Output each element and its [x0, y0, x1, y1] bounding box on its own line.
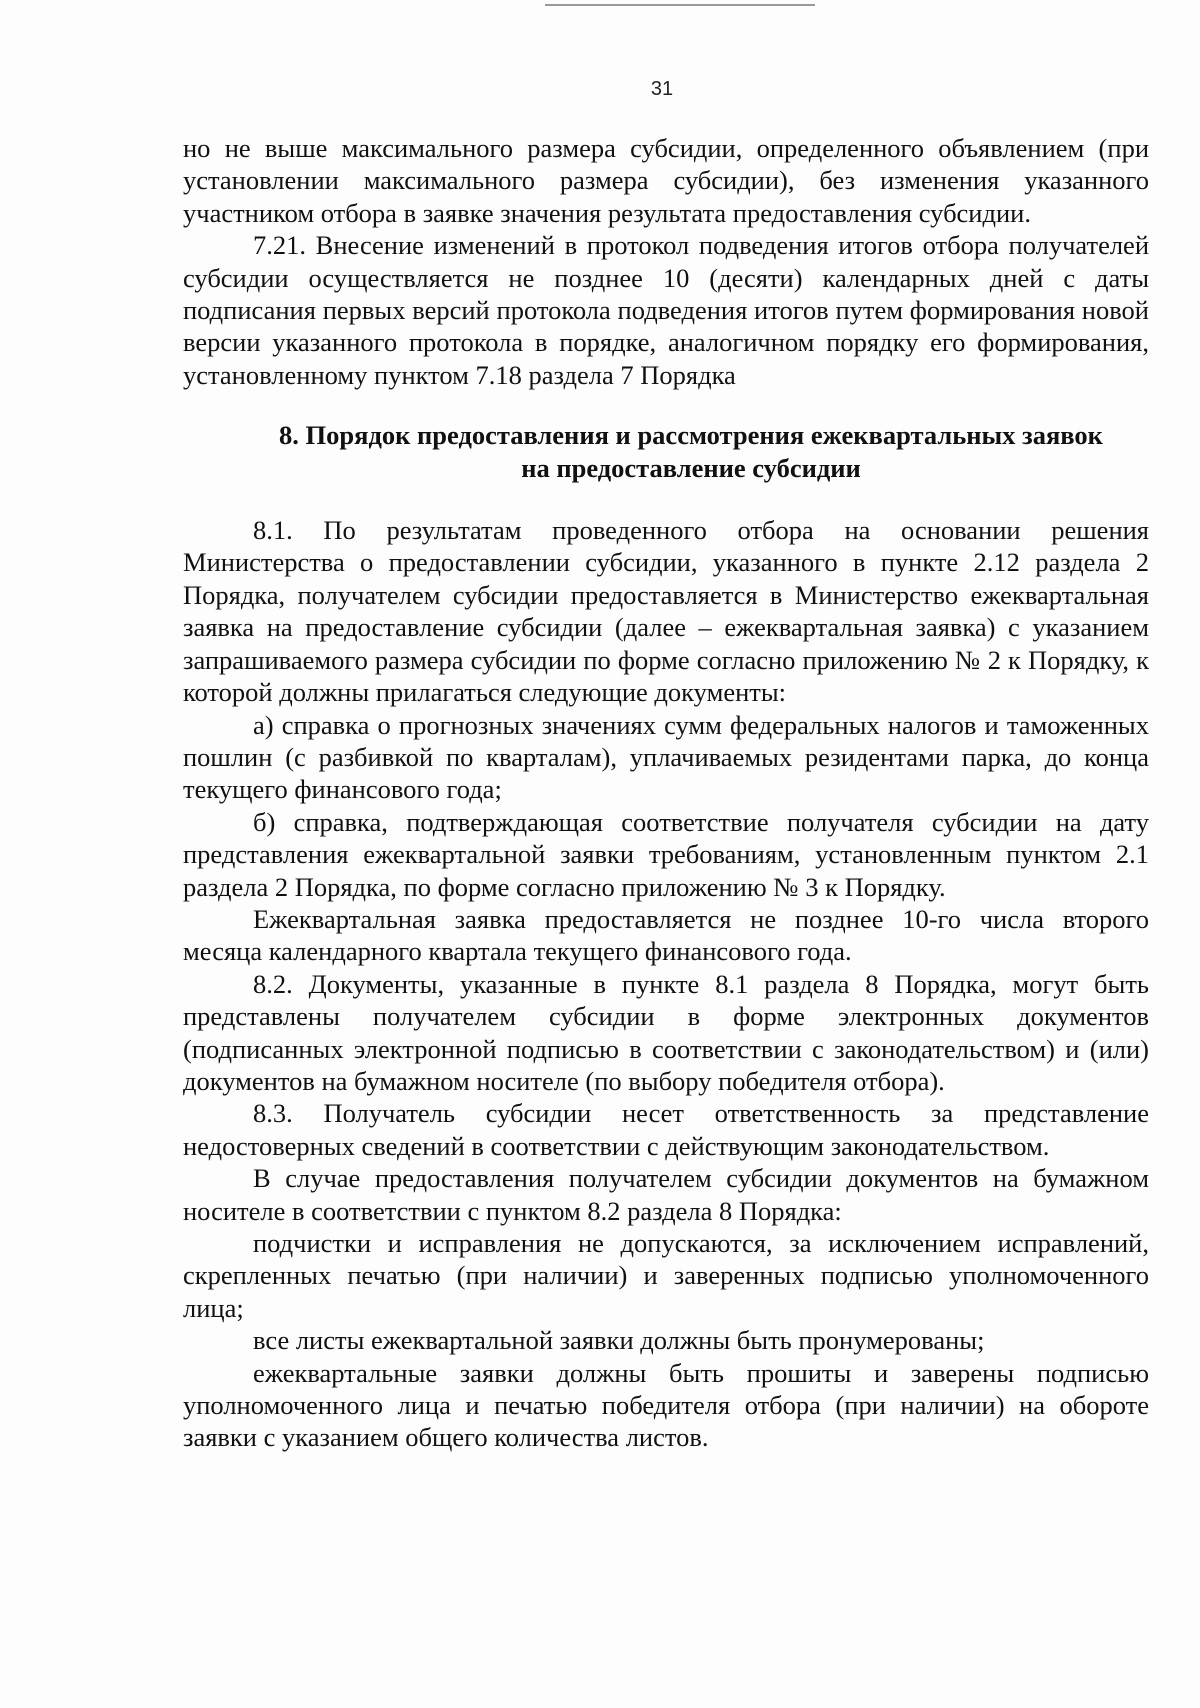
section-heading-line-1: 8. Порядок предоставления и рассмотрения ежеквартальных заявок — [279, 420, 1103, 451]
section-heading-8 — [183, 419, 1149, 484]
list-item-a: а) справка о прогнозных значениях сумм федеральных налогов и таможенных пошлин (с разбивкой по кварталам), уплачиваемых резидентами парка, до конца текущего финансового года; — [183, 709, 1149, 805]
paragraph-7-21: 7.21. Внесение изменений в протокол подведения итогов отбора получателей субсидии осуществляется не позднее 10 (десяти) календарных дней с даты подписания первых версий протокола подведения итогов путем формирования новой версии указанного протокола в порядке, аналогичном порядку его формирования, установленному пунктом 7.18 раздела 7 Порядка — [183, 230, 1149, 390]
document-body — [183, 132, 1149, 1454]
paragraph-8-1: 8.1. По результатам проведенного отбора на основании решения Министерства о предоставлении субсидии, указанного в пункте 2.12 раздела 2 Порядка, получателем субсидии предоставляется в Министерство ежеквартальная заявка на предоставление субсидии (далее – ежеквартальная заявка) с указанием запрашиваемого размера субсидии по форме согласно приложению № 2 к Порядку, к которой должны прилагаться следующие документы: — [183, 515, 1149, 708]
paragraph-8-3: 8.3. Получатель субсидии несет ответственность за представление недостоверных сведений в соответствии с действующим законодательством. — [183, 1098, 1149, 1161]
list-item-b: б) справка, подтверждающая соответствие получателя субсидии на дату представления ежеквартальной заявки требованиям, установленным пунктом 2.1 раздела 2 Порядка, по форме согласно приложению № 3 к Порядку. — [183, 806, 1149, 902]
rule-numbering: все листы ежеквартальной заявки должны быть пронумерованы; — [253, 1325, 985, 1356]
paragraph-paper-case: В случае предоставления получателем субсидии документов на бумажном носителе в соответствии с пунктом 8.2 раздела 8 Порядка: — [183, 1163, 1149, 1226]
paragraph-8-2: 8.2. Документы, указанные в пункте 8.1 раздела 8 Порядка, могут быть представлены получателем субсидии в форме электронных документов (подписанных электронной подписью в соответствии с законодательством) и (или) документов на бумажном носителе (по выбору победителя отбора). — [183, 968, 1149, 1096]
rule-binding: ежеквартальные заявки должны быть прошиты и заверены подписью уполномоченного лица и печатью победителя отбора (при наличии) на обороте заявки с указанием общего количества листов. — [183, 1357, 1149, 1453]
section-heading-line-2: на предоставление субсидии — [521, 452, 861, 483]
paragraph-deadline: Ежеквартальная заявка предоставляется не позднее 10-го числа второго месяца календарного квартала текущего финансового года. — [183, 903, 1149, 967]
page-number: 31 — [650, 78, 674, 100]
paragraph-continuation: но не выше максимального размера субсидии, определенного объявлением (при установлении максимального размера субсидии), без изменения указанного участником отбора в заявке значения результата предоставления субсидии. — [183, 133, 1149, 228]
rule-corrections: подчистки и исправления не допускаются, за исключением исправлений, скрепленных печатью (при наличии) и заверенных подписью уполномоченного лица; — [183, 1228, 1149, 1323]
scan-edge-mark — [545, 4, 815, 6]
